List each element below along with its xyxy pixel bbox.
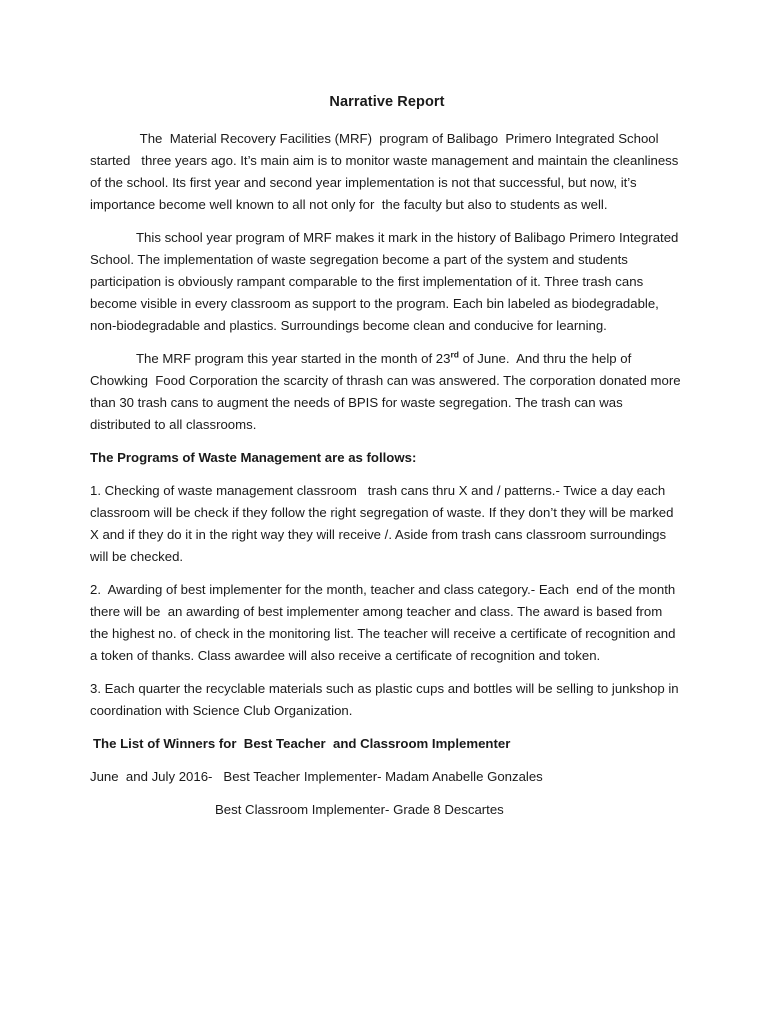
program-item-2: 2. Awarding of best implementer for the month, teacher and class category.- Each end of the month there will be an awarding of best implementer among teacher and class. The award is based from the highest no. of check in the monitoring list. The teacher will receive a certificate of recognition and a token of thanks. Class awardee will also receive a certificate of recognition and token. xyxy=(90,582,680,663)
mrf-text-after: of June. And thru the help of Chowking Food Corporation the scarcity of thrash can was answered. The corporation donated more than 30 trash cans to augment the needs of BPIS for waste segregation. The trash can was distributed to all classrooms. xyxy=(90,351,685,432)
winners-heading: The List of Winners for Best Teacher and Classroom Implementer xyxy=(93,736,511,751)
mrf-text-before: The MRF program this year started in the month of 23 xyxy=(136,351,451,366)
program-item-3: 3. Each quarter the recyclable materials such as plastic cups and bottles will be selling to junkshop in coordination with Science Club Organization. xyxy=(90,681,679,718)
winner-teacher-line: June and July 2016- Best Teacher Implementer- Madam Anabelle Gonzales xyxy=(90,769,543,784)
paragraph-intro: The Material Recovery Facilities (MRF) program of Balibago Primero Integrated School started three years ago. It’s main aim is to monitor waste management and maintain the cleanliness of the school. Its first year and second year implementation is not that successful, but now, it’s importance become well known to all not only for the faculty but also to students as well. xyxy=(90,131,683,212)
winner-classroom-line: Best Classroom Implementer- Grade 8 Descartes xyxy=(215,802,504,817)
paragraph-mrf-program xyxy=(90,348,684,436)
program-item-1: 1. Checking of waste management classroom trash cans thru X and / patterns.- Twice a day each classroom will be check if they follow the right segregation of waste. If they don’t they will be marked X and if they do it in the right way they will receive /. Aside from trash cans classroom surroundings will be checked. xyxy=(90,483,678,564)
ordinal-suffix: rd xyxy=(450,349,459,360)
document-title: Narrative Report xyxy=(329,94,445,110)
paragraph-school-year: This school year program of MRF makes it mark in the history of Balibago Primero Integrated School. The implementation of waste segregation become a part of the system and students participation is obviously rampant comparable to the first implementation of it. Three trash cans become visible in every classroom as support to the program. Each bin labeled as biodegradable, non-biodegradable and plastics. Surroundings become clean and conducive for learning. xyxy=(90,230,679,333)
programs-heading: The Programs of Waste Management are as follows: xyxy=(90,450,417,465)
